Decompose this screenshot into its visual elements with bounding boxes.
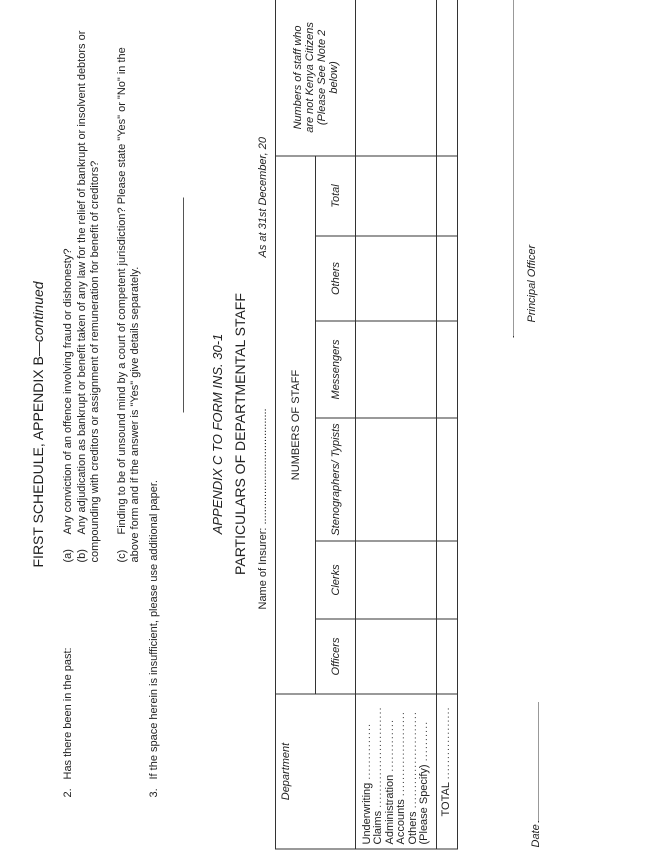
total-messengers[interactable]	[437, 321, 458, 418]
dept-others-label: Others	[406, 810, 419, 844]
option-c-label: (c)	[116, 549, 128, 562]
cell-total[interactable]	[356, 155, 437, 235]
column-stenographers: Stenographers/ Typists	[316, 418, 356, 541]
principal-officer-label: Principal Officer	[526, 244, 538, 322]
column-officers: Officers	[316, 619, 356, 694]
total-label-cell	[437, 694, 458, 849]
cell-others[interactable]	[356, 236, 437, 321]
option-a-text: Any conviction of an offence involving fraud or dishonesty?	[62, 248, 74, 534]
date-field[interactable]	[530, 702, 543, 847]
date-label: Date	[530, 823, 542, 847]
total-total[interactable]	[437, 155, 458, 235]
dept-please-specify	[419, 694, 431, 844]
insurer-name-field[interactable]: Name of Insurer: ......................................	[257, 407, 269, 609]
dept-administration-label: Administration	[383, 774, 396, 844]
cell-non-citizens[interactable]	[356, 0, 437, 155]
total-stenographers[interactable]	[437, 418, 458, 541]
department-header: Department	[276, 694, 356, 849]
form-title: PARTICULARS OF DEPARTMENTAL STAFF	[232, 292, 248, 575]
question-2-option-c	[116, 22, 142, 562]
dept-underwriting-label: Underwriting	[360, 782, 373, 844]
date-dotted-line	[538, 702, 539, 822]
schedule-heading	[30, 281, 47, 567]
question-2-option-a	[62, 248, 75, 562]
option-a-label: (a)	[62, 548, 74, 562]
question-2-text: Has there been in the past:	[62, 646, 74, 779]
dept-please-specify-label: (Please Specify)	[418, 763, 430, 844]
option-b-text: Any adjudication as bankrupt or benefit taken of any law for the relief of bankrupt or insolvent debtors or compounding with creditors or assignment of remuneration for benefit of creditors?	[76, 30, 101, 562]
as-at-date-field[interactable]: As at 31st December, 20	[257, 136, 269, 257]
option-c-text: Finding to be of unsound mind by a court of competent jurisdiction? Please state "Yes" or "No" in the above form and if the answer is "Yes" give details separately.	[116, 46, 141, 562]
dept-accounts-label: Accounts	[395, 798, 407, 844]
dept-claims-label: Claims	[372, 810, 384, 844]
separator-rule	[183, 197, 184, 412]
dept-claims-dots: .........................	[372, 705, 384, 808]
department-rows	[356, 0, 437, 849]
cell-officers[interactable]	[356, 619, 437, 694]
numbers-of-staff-header: NUMBERS OF STAFF	[276, 155, 316, 693]
dept-others-dots: ........................	[406, 710, 419, 808]
heading-continued: continued	[30, 280, 46, 342]
total-clerks[interactable]	[437, 541, 458, 619]
column-others: Others	[316, 236, 356, 321]
total-non-citizens[interactable]	[437, 0, 458, 155]
column-messengers: Messengers	[316, 321, 356, 418]
signature-dotted-line[interactable]	[512, 0, 514, 337]
total-dots: ..................	[440, 705, 453, 779]
option-b-label: (b)	[76, 548, 88, 562]
question-2-option-b	[76, 22, 102, 562]
cell-messengers[interactable]	[356, 321, 437, 418]
department-list	[356, 694, 437, 849]
staff-table	[275, 0, 458, 849]
total-row	[437, 0, 458, 849]
non-citizens-header: Numbers of staff who are not Kenya Citizens (Please See Note 2 below)	[276, 0, 356, 155]
question-2-number: 2.	[62, 787, 74, 797]
total-label: TOTAL	[440, 781, 453, 816]
dept-accounts-dots: .....................	[395, 710, 407, 796]
question-3-number: 3.	[148, 787, 160, 797]
cell-clerks[interactable]	[356, 541, 437, 619]
dept-administration-dots: .............	[383, 718, 396, 772]
dept-underwriting-dots: ..............	[360, 722, 373, 780]
heading-main: FIRST SCHEDULE, APPENDIX B—	[30, 341, 46, 567]
cell-stenographers[interactable]	[356, 418, 437, 541]
total-officers[interactable]	[437, 619, 458, 694]
total-others[interactable]	[437, 236, 458, 321]
question-3-text: If the space herein is insufficient, please use additional paper.	[148, 479, 160, 779]
dept-please-specify-dots: ..........	[418, 720, 430, 761]
column-total: Total	[316, 155, 356, 235]
column-clerks: Clerks	[316, 541, 356, 619]
appendix-title: APPENDIX C TO FORM INS. 30-1	[210, 333, 225, 534]
